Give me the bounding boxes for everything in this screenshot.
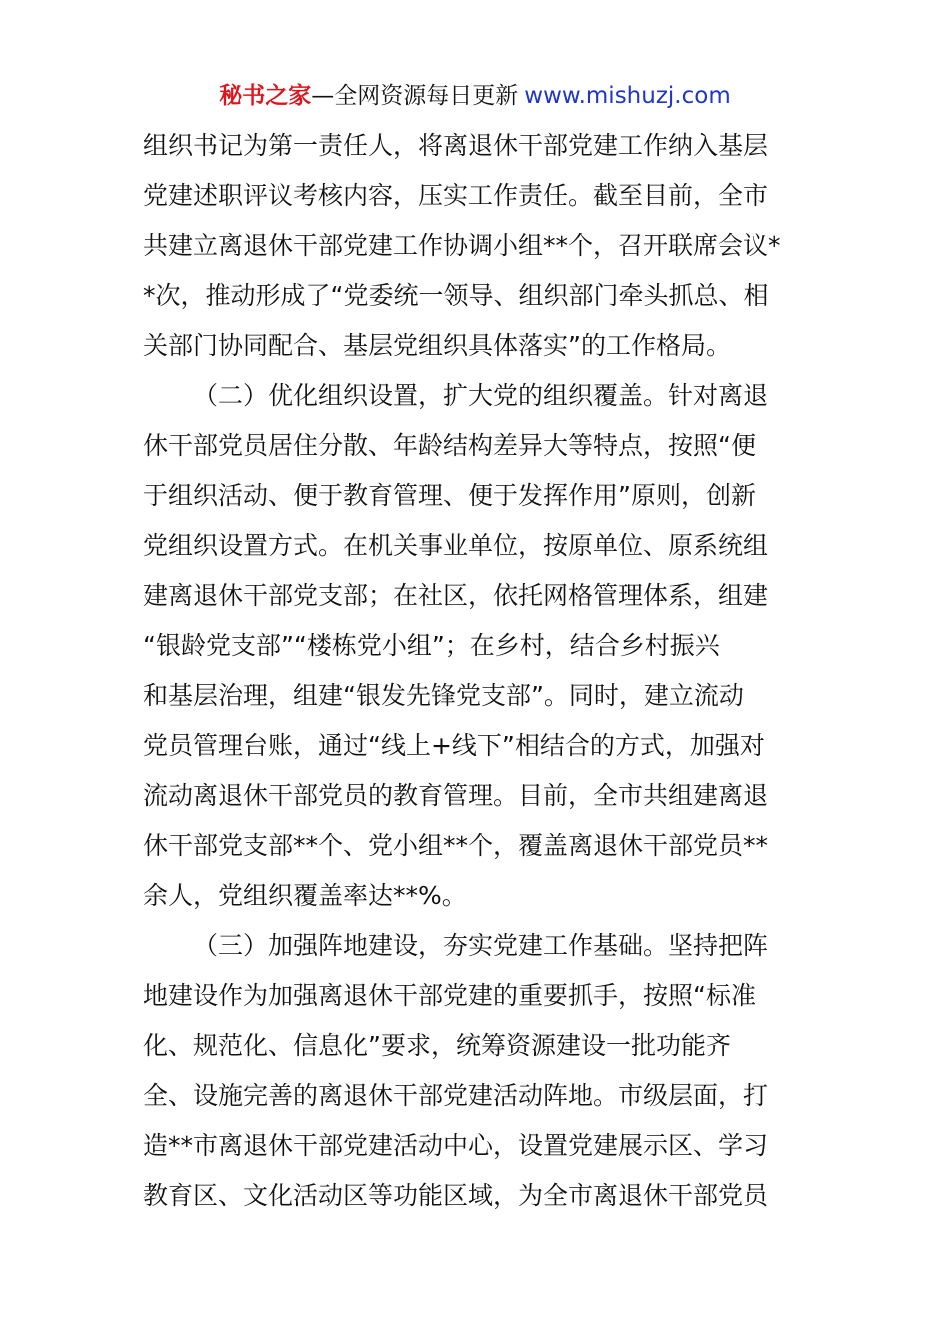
text-line: 党建述职评议考核内容，压实工作责任。截至目前，全市 bbox=[143, 181, 769, 210]
text-line: 党员管理台账，通过“线上+线下”相结合的方式，加强对 bbox=[143, 731, 765, 760]
text-line: *次，推动形成了“党委统一领导、组织部门牵头抓总、相 bbox=[143, 281, 769, 310]
text-line: 和基层治理，组建“银发先锋党支部”。同时，建立流动 bbox=[143, 681, 744, 710]
paragraph-heading-line: （三）加强阵地建设，夯实党建工作基础。坚持把阵 bbox=[193, 931, 769, 960]
text-line: 地建设作为加强离退休干部党建的重要抓手，按照“标准 bbox=[143, 981, 756, 1010]
site-url: www.mishuzj.com bbox=[524, 83, 731, 109]
brand-name: 秘书之家 bbox=[219, 83, 312, 109]
text-line: 组织书记为第一责任人，将离退休干部党建工作纳入基层 bbox=[143, 131, 769, 160]
text-line: “银龄党支部”“楼栋党小组”；在乡村，结合乡村振兴 bbox=[143, 631, 720, 660]
text-line: 全、设施完善的离退休干部党建活动阵地。市级层面，打 bbox=[143, 1081, 769, 1110]
page-header bbox=[0, 80, 950, 112]
text-line: 余人，党组织覆盖率达**%。 bbox=[143, 881, 467, 910]
text-line: 建离退休干部党支部；在社区，依托网格管理体系，组建 bbox=[143, 581, 769, 610]
document-body bbox=[143, 121, 808, 1221]
text-line: 流动离退休干部党员的教育管理。目前，全市共组建离退 bbox=[143, 781, 769, 810]
paragraph-heading-line: （二）优化组织设置，扩大党的组织覆盖。针对离退 bbox=[193, 381, 769, 410]
text-line: 于组织活动、便于教育管理、便于发挥作用”原则，创新 bbox=[143, 481, 756, 510]
text-line: 造**市离退休干部党建活动中心，设置党建展示区、学习 bbox=[143, 1131, 769, 1160]
text-line: 教育区、文化活动区等功能区域，为全市离退休干部党员 bbox=[143, 1181, 769, 1210]
text-line: 关部门协同配合、基层党组织具体落实”的工作格局。 bbox=[143, 331, 731, 360]
text-line: 休干部党支部**个、党小组**个，覆盖离退休干部党员** bbox=[143, 831, 769, 860]
header-tagline: —全网资源每日更新 bbox=[311, 83, 519, 109]
text-line: 共建立离退休干部党建工作协调小组**个，召开联席会议* bbox=[143, 231, 781, 260]
text-line: 化、规范化、信息化”要求，统筹资源建设一批功能齐 bbox=[143, 1031, 731, 1060]
text-line: 党组织设置方式。在机关事业单位，按原单位、原系统组 bbox=[143, 531, 769, 560]
text-line: 休干部党员居住分散、年龄结构差异大等特点，按照“便 bbox=[143, 431, 756, 460]
